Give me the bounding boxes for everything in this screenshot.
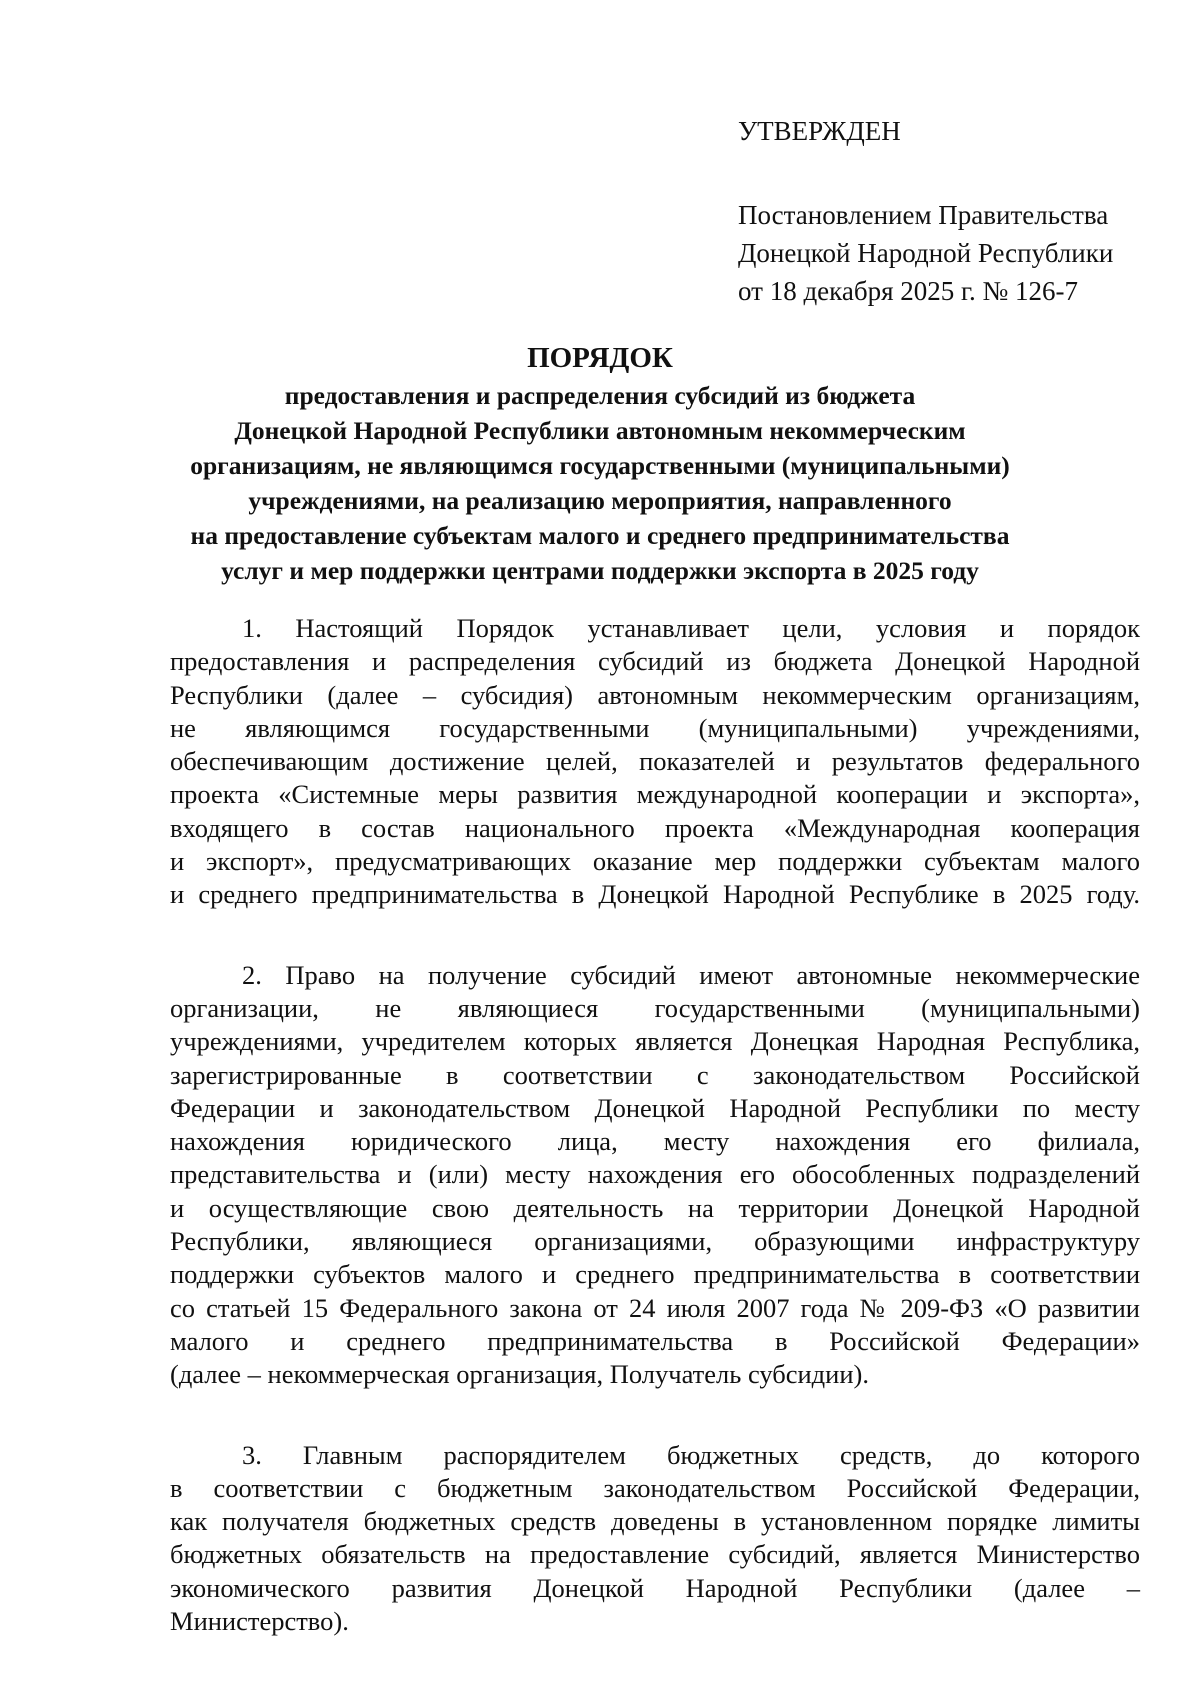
approval-line: Донецкой Народной Республики (738, 238, 1114, 268)
paragraph-line: не являющимся государственными (муниципальными) учреждениями, (170, 712, 1140, 743)
paragraph-line: 1. Настоящий Порядок устанавливает цели, условия и порядок (242, 613, 1140, 643)
paragraph-line: Федерации и законодательством Донецкой Народной Республики по месту (170, 1092, 1140, 1123)
paragraph-line: 2. Право на получение субсидий имеют автономные некоммерческие (242, 959, 1140, 990)
paragraph-1 (170, 612, 1140, 912)
title-line: услуг и мер поддержки центрами поддержки экспорта в 2025 году (221, 556, 979, 585)
paragraph-line: (далее – некоммерческая организация, Получатель субсидии). (170, 1359, 869, 1390)
document-title (150, 338, 1050, 588)
paragraph-line: проекта «Системные меры развития международной кооперации и экспорта», (170, 779, 1140, 810)
title-line: организациям, не являющимся государственными (муниципальными) (190, 451, 1010, 480)
paragraph-line: обеспечивающим достижение целей, показателей и результатов федерального (170, 746, 1140, 777)
approved-heading: УТВЕРЖДЕН (738, 116, 901, 146)
paragraph-line: 3. Главным распорядителем бюджетных средств, до которого (242, 1439, 1140, 1470)
approval-stamp (738, 112, 1158, 310)
document-body (170, 612, 1140, 1685)
paragraph-line: входящего в состав национального проекта «Международная кооперация (170, 812, 1140, 843)
title-line: на предоставление субъектам малого и среднего предпринимательства (190, 521, 1010, 550)
paragraph-line: зарегистрированные в соответствии с законодательством Российской (170, 1059, 1140, 1090)
paragraph-line: Республики (далее – субсидия) автономным некоммерческим организациям, (170, 679, 1140, 710)
paragraph-line: Министерство). (170, 1606, 349, 1637)
title-line: учреждениями, на реализацию мероприятия, направленного (248, 486, 952, 515)
paragraph-line: и осуществляющие свою деятельность на территории Донецкой Народной (170, 1192, 1140, 1223)
paragraph-line: учреждениями, учредителем которых является Донецкая Народная Республика, (170, 1026, 1140, 1057)
paragraph-line: в соответствии с бюджетным законодательством Российской Федерации, (170, 1472, 1140, 1503)
paragraph-line: предоставления и распределения субсидий из бюджета Донецкой Народной (170, 646, 1140, 677)
paragraph-line: экономического развития Донецкой Народной Республики (далее – (170, 1572, 1140, 1603)
paragraph-line: и среднего предпринимательства в Донецкой Народной Республике в 2025 году. (170, 879, 1140, 910)
paragraph-line: представительства и (или) месту нахождения его обособленных подразделений (170, 1159, 1140, 1190)
paragraph-line: Республики, являющиеся организациями, образующими инфраструктуру (170, 1226, 1140, 1257)
paragraph-3 (170, 1439, 1140, 1639)
paragraph-line: как получателя бюджетных средств доведены в установленном порядке лимиты (170, 1506, 1140, 1537)
paragraph-line: поддержки субъектов малого и среднего предпринимательства в соответствии (170, 1259, 1140, 1290)
paragraph-line: организации, не являющиеся государственными (муниципальными) (170, 992, 1140, 1023)
approval-line: Постановлением Правительства (738, 200, 1109, 230)
paragraph-line: со статьей 15 Федерального закона от 24 июля 2007 года № 209-ФЗ «О развитии (170, 1292, 1140, 1323)
title-main: ПОРЯДОК (527, 342, 673, 374)
paragraph-line: малого и среднего предпринимательства в Российской Федерации» (170, 1325, 1140, 1356)
title-line: Донецкой Народной Республики автономным некоммерческим (234, 416, 966, 445)
paragraph-line: бюджетных обязательств на предоставление субсидий, является Министерство (170, 1539, 1140, 1570)
paragraph-2 (170, 959, 1140, 1392)
title-line: предоставления и распределения субсидий из бюджета (284, 381, 916, 410)
approval-line: от 18 декабря 2025 г. № 126-7 (738, 276, 1079, 306)
paragraph-line: и экспорт», предусматривающих оказание мер поддержки субъектам малого (170, 846, 1140, 877)
paragraph-line: нахождения юридического лица, месту нахождения его филиала, (170, 1126, 1140, 1157)
